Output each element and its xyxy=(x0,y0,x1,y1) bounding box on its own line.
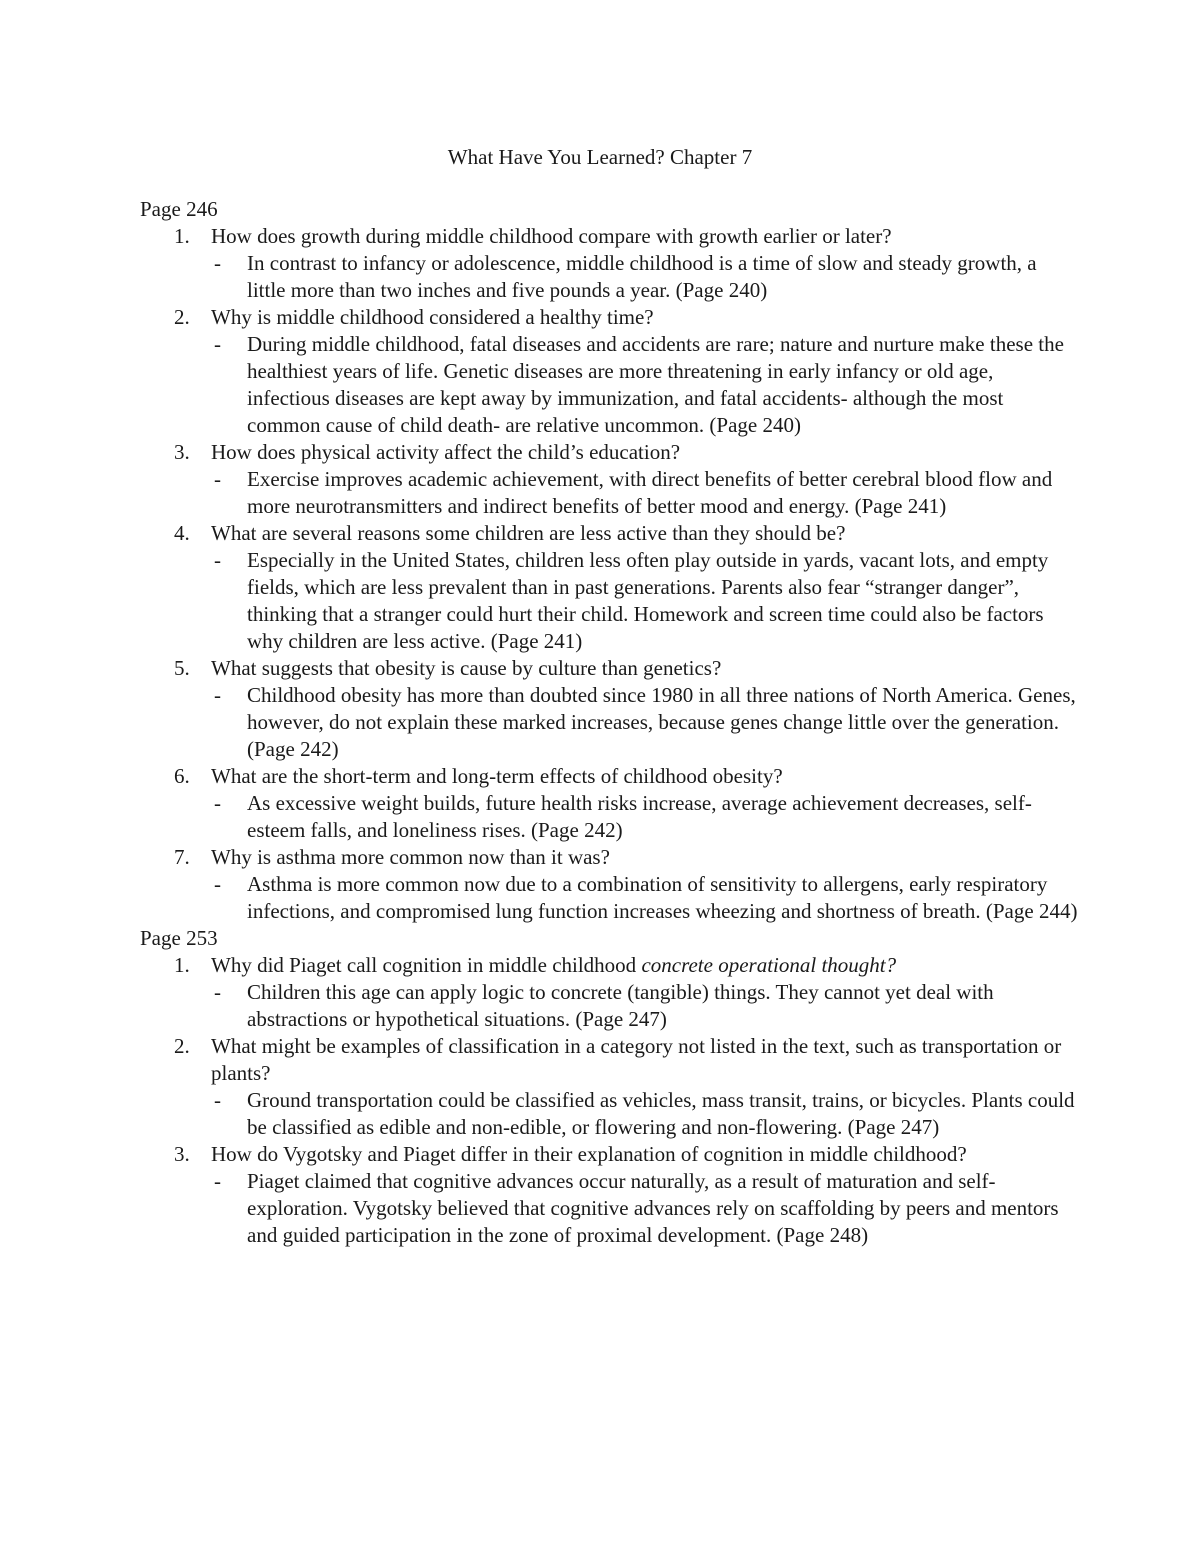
question-item xyxy=(140,223,1080,250)
question-item xyxy=(140,520,1080,547)
question-number: 7. xyxy=(174,845,190,869)
question-item xyxy=(140,439,1080,466)
question-number: 2. xyxy=(174,305,190,329)
question-item xyxy=(140,655,1080,682)
answer-text: In contrast to infancy or adolescence, middle childhood is a time of slow and steady growth, a little more than two inches and five pounds a year. (Page 240) xyxy=(247,251,1037,302)
question-text: What are the short-term and long-term effects of childhood obesity? xyxy=(211,764,783,788)
question-number: 5. xyxy=(174,656,190,680)
question-text: How does physical activity affect the child’s education? xyxy=(211,440,681,464)
answer-text: Asthma is more common now due to a combination of sensitivity to allergens, early respiratory infections, and compromised lung function increases wheezing and shortness of breath. (Page 244) xyxy=(247,872,1078,923)
answer-text: Ground transportation could be classified as vehicles, mass transit, trains, or bicycles. Plants could be classified as edible and non-edible, or flowering and non-flowering. (Page 247) xyxy=(247,1088,1075,1139)
section-heading: Page 253 xyxy=(140,926,218,950)
question-number: 1. xyxy=(174,953,190,977)
bullet-dash: - xyxy=(214,683,221,707)
answer-item xyxy=(140,547,1080,655)
answer-item xyxy=(140,1168,1080,1249)
answer-item xyxy=(140,250,1080,304)
answer-text: During middle childhood, fatal diseases and accidents are rare; nature and nurture make these the healthiest years of life. Genetic diseases are more threatening in early infancy or old age, infectious diseases are kept away by immunization, and fatal accidents- although the most common cause of child death- are relative uncommon. (Page 240) xyxy=(247,332,1064,437)
question-text: How does growth during middle childhood compare with growth earlier or later? xyxy=(211,224,892,248)
answer-item xyxy=(140,331,1080,439)
section-heading: Page 246 xyxy=(140,197,218,221)
answer-text: Childhood obesity has more than doubted since 1980 in all three nations of North America. Genes, however, do not explain these marked increases, because genes change little over the generation. (Page 242) xyxy=(247,683,1076,761)
document-title: What Have You Learned? Chapter 7 xyxy=(447,145,753,169)
answer-item xyxy=(140,682,1080,763)
answer-text: Children this age can apply logic to concrete (tangible) things. They cannot yet deal with abstractions or hypothetical situations. (Page 247) xyxy=(247,980,994,1031)
question-text: What suggests that obesity is cause by culture than genetics? xyxy=(211,656,722,680)
section-page-246 xyxy=(140,196,1080,925)
question-item xyxy=(140,304,1080,331)
answer-item xyxy=(140,466,1080,520)
bullet-dash: - xyxy=(214,332,221,356)
question-number: 1. xyxy=(174,224,190,248)
question-number: 2. xyxy=(174,1034,190,1058)
question-number: 4. xyxy=(174,521,190,545)
question-number: 3. xyxy=(174,440,190,464)
answer-item xyxy=(140,790,1080,844)
question-text xyxy=(211,953,896,977)
question-text: What are several reasons some children are less active than they should be? xyxy=(211,521,846,545)
question-item xyxy=(140,1141,1080,1168)
question-number: 6. xyxy=(174,764,190,788)
bullet-dash: - xyxy=(214,1088,221,1112)
answer-item xyxy=(140,1087,1080,1141)
bullet-dash: - xyxy=(214,548,221,572)
question-text: How do Vygotsky and Piaget differ in their explanation of cognition in middle childhood? xyxy=(211,1142,967,1166)
bullet-dash: - xyxy=(214,1169,221,1193)
bullet-dash: - xyxy=(214,980,221,1004)
bullet-dash: - xyxy=(214,251,221,275)
question-item xyxy=(140,763,1080,790)
question-text-emphasis: concrete operational thought? xyxy=(641,953,897,977)
question-text: Why is middle childhood considered a healthy time? xyxy=(211,305,654,329)
answer-text: Especially in the United States, children less often play outside in yards, vacant lots, and empty fields, which are less prevalent than in past generations. Parents also fear “stranger danger”, thinking that a stranger could hurt their child. Homework and screen time could also be factors why children are less active. (Page 241) xyxy=(247,548,1049,653)
answer-item xyxy=(140,871,1080,925)
question-number: 3. xyxy=(174,1142,190,1166)
bullet-dash: - xyxy=(214,872,221,896)
answer-text: As excessive weight builds, future health risks increase, average achievement decreases, self-esteem falls, and loneliness rises. (Page 242) xyxy=(247,791,1032,842)
document-body xyxy=(140,196,1080,1249)
question-item xyxy=(140,844,1080,871)
question-text: What might be examples of classification in a category not listed in the text, such as transportation or plants? xyxy=(211,1034,1062,1085)
question-text-plain: Why did Piaget call cognition in middle childhood xyxy=(211,953,642,977)
answer-item xyxy=(140,979,1080,1033)
question-text: Why is asthma more common now than it was? xyxy=(211,845,610,869)
answer-text: Exercise improves academic achievement, with direct benefits of better cerebral blood flow and more neurotransmitters and indirect benefits of better mood and energy. (Page 241) xyxy=(247,467,1053,518)
answer-text: Piaget claimed that cognitive advances occur naturally, as a result of maturation and self-exploration. Vygotsky believed that cognitive advances rely on scaffolding by peers and mentors and guided participation in the zone of proximal development. (Page 248) xyxy=(247,1169,1059,1247)
question-item xyxy=(140,952,1080,979)
section-page-253 xyxy=(140,925,1080,1249)
bullet-dash: - xyxy=(214,467,221,491)
question-item xyxy=(140,1033,1080,1087)
bullet-dash: - xyxy=(214,791,221,815)
